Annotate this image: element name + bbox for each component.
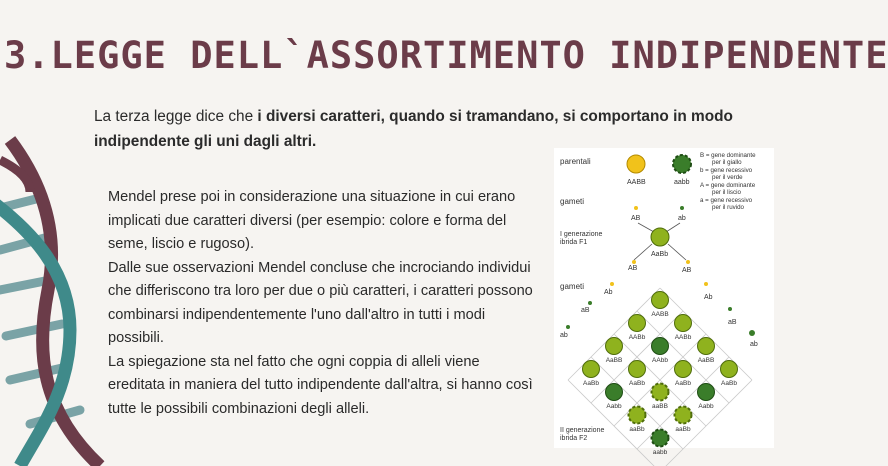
label-f1-line1: I generazione <box>560 231 603 238</box>
gamete-aB-right: aB <box>728 319 737 326</box>
legend-a-line2: per il ruvido <box>712 204 744 211</box>
legend-B-line1: B = gene dominante <box>700 152 756 159</box>
f2-genotype-label: aaBb <box>629 426 645 433</box>
gamete2-label: ab <box>678 215 686 222</box>
gamete-dot <box>610 282 614 286</box>
f2-seed-icon <box>629 407 646 424</box>
gamete-dot <box>704 282 708 286</box>
f2-seed-icon <box>652 384 669 401</box>
f2-seed-icon <box>652 430 669 447</box>
f2-seed-icon <box>606 338 623 355</box>
gamete-ab-right: ab <box>750 341 758 348</box>
arrow <box>668 244 686 260</box>
f2-genotype-label: AaBb <box>583 380 599 387</box>
green-wrinkled-seed-icon <box>673 155 691 173</box>
gamete-ab-left: ab <box>560 332 568 339</box>
dna-rung <box>10 368 62 380</box>
gamete-aB-left: aB <box>581 307 590 314</box>
intro-paragraph <box>94 104 734 154</box>
gamete1-label: AB <box>631 215 641 222</box>
label-f2-line1: II generazione <box>560 427 605 434</box>
f2-seed-icon <box>629 361 646 378</box>
gamete-dot <box>634 206 638 210</box>
arrow <box>666 223 680 232</box>
f2-seed-icon <box>675 361 692 378</box>
f1-genotype: AaBb <box>651 251 669 258</box>
f2-genotype-label: aaBB <box>652 403 668 410</box>
parent2-genotype: aabb <box>674 179 690 186</box>
f2-genotype-label: AABb <box>628 334 646 341</box>
f2-genotype-label: aaBb <box>675 426 691 433</box>
yellow-smooth-seed-icon <box>627 155 645 173</box>
f2-seed-icon <box>721 361 738 378</box>
legend-b-line2: per il verde <box>712 174 743 181</box>
arrow <box>634 244 652 260</box>
f2-genotype-label: Aabb <box>606 403 622 410</box>
legend-b-line1: b = gene recessivo <box>700 167 753 174</box>
f2-seed-icon <box>583 361 600 378</box>
dna-rung <box>6 324 62 336</box>
f2-seed-icon <box>606 384 623 401</box>
f2-seed-icon <box>698 338 715 355</box>
f2-genotype-label: Aabb <box>698 403 714 410</box>
gamete-dot <box>632 260 636 264</box>
legend-a-line1: a = gene recessivo <box>700 197 753 204</box>
body-paragraph-1: Mendel prese poi in considerazione una situazione in cui erano implicati due caratteri diversi (per esempio: colore e forma del seme, liscio e rugoso). <box>108 189 516 252</box>
body-paragraph-2: Dalle sue osservazioni Mendel concluse che incrociando individui che differiscono tra loro per due o più caratteri, i caratteri possono combinarsi indipendentemente l'uno dall'altro in tutti i modi possibili. <box>108 259 533 346</box>
label-parentali: parentali <box>560 157 591 166</box>
f2-seed-icon <box>652 292 669 309</box>
dna-helix-illustration <box>0 140 110 466</box>
intro-bold-text: i diversi caratteri, quando si tramandano, si comportano in modo indipendente gli uni dagli altri. <box>94 108 733 150</box>
f2-genotype-label: AABb <box>674 334 692 341</box>
gamete-Ab-right: Ab <box>704 294 713 301</box>
dihybrid-cross-diagram <box>554 148 774 456</box>
f2-seed-icon <box>698 384 715 401</box>
f2-seed-icon <box>629 315 646 332</box>
f2-genotype-label: AaBB <box>697 357 715 364</box>
f2-genotype-label: AaBb <box>721 380 737 387</box>
f2-genotype-label: AaBb <box>675 380 691 387</box>
legend-B-line2: per il giallo <box>712 159 742 166</box>
dihybrid-cross-figure <box>554 148 774 456</box>
f2-seed-icon <box>675 315 692 332</box>
f2-seed-icon <box>652 338 669 355</box>
label-gameti: gameti <box>560 197 585 206</box>
slide-title: 3.LEGGE DELL`ASSORTIMENTO INDIPENDENTE <box>4 34 888 77</box>
gamete-dot <box>749 330 755 336</box>
gamete-dot <box>686 260 690 264</box>
dna-strand-maroon <box>10 140 100 466</box>
f2-genotype-label: AaBB <box>605 357 623 364</box>
gamete-Ab-left: Ab <box>604 289 613 296</box>
gamete-dot <box>680 206 684 210</box>
legend-A-line1: A = gene dominante <box>700 182 756 189</box>
body-paragraph-3: La spiegazione sta nel fatto che ogni coppia di alleli viene ereditata in maniera del tutto indipendente dall'altra, si hanno così tutte le possibili combinazioni degli alleli. <box>108 353 533 417</box>
f2-seed-icon <box>675 407 692 424</box>
gamete-AB-upper-label: AB <box>628 265 638 272</box>
label-f1-line2: ibrida F1 <box>560 239 588 246</box>
arrow <box>638 223 654 232</box>
gamete-dot <box>566 325 570 329</box>
f2-genotype-label: aabb <box>652 449 668 456</box>
f2-genotype-label: AABB <box>651 311 669 318</box>
label-f2-line2: ibrida F2 <box>560 435 588 442</box>
f1-seed-icon <box>651 228 669 246</box>
gamete-dot <box>588 301 592 305</box>
parent1-genotype: AABB <box>627 179 646 186</box>
gamete-dot <box>728 307 732 311</box>
label-gameti-f2: gameti <box>560 282 585 291</box>
f2-genotype-label: AAbb <box>652 357 668 364</box>
intro-text: La terza legge dice che <box>94 108 258 125</box>
f2-genotype-label: AaBb <box>629 380 645 387</box>
body-text <box>108 186 536 421</box>
punnett-square <box>568 288 752 466</box>
legend-A-line2: per il liscio <box>712 189 741 196</box>
gamete-AB-right: AB <box>682 267 692 274</box>
